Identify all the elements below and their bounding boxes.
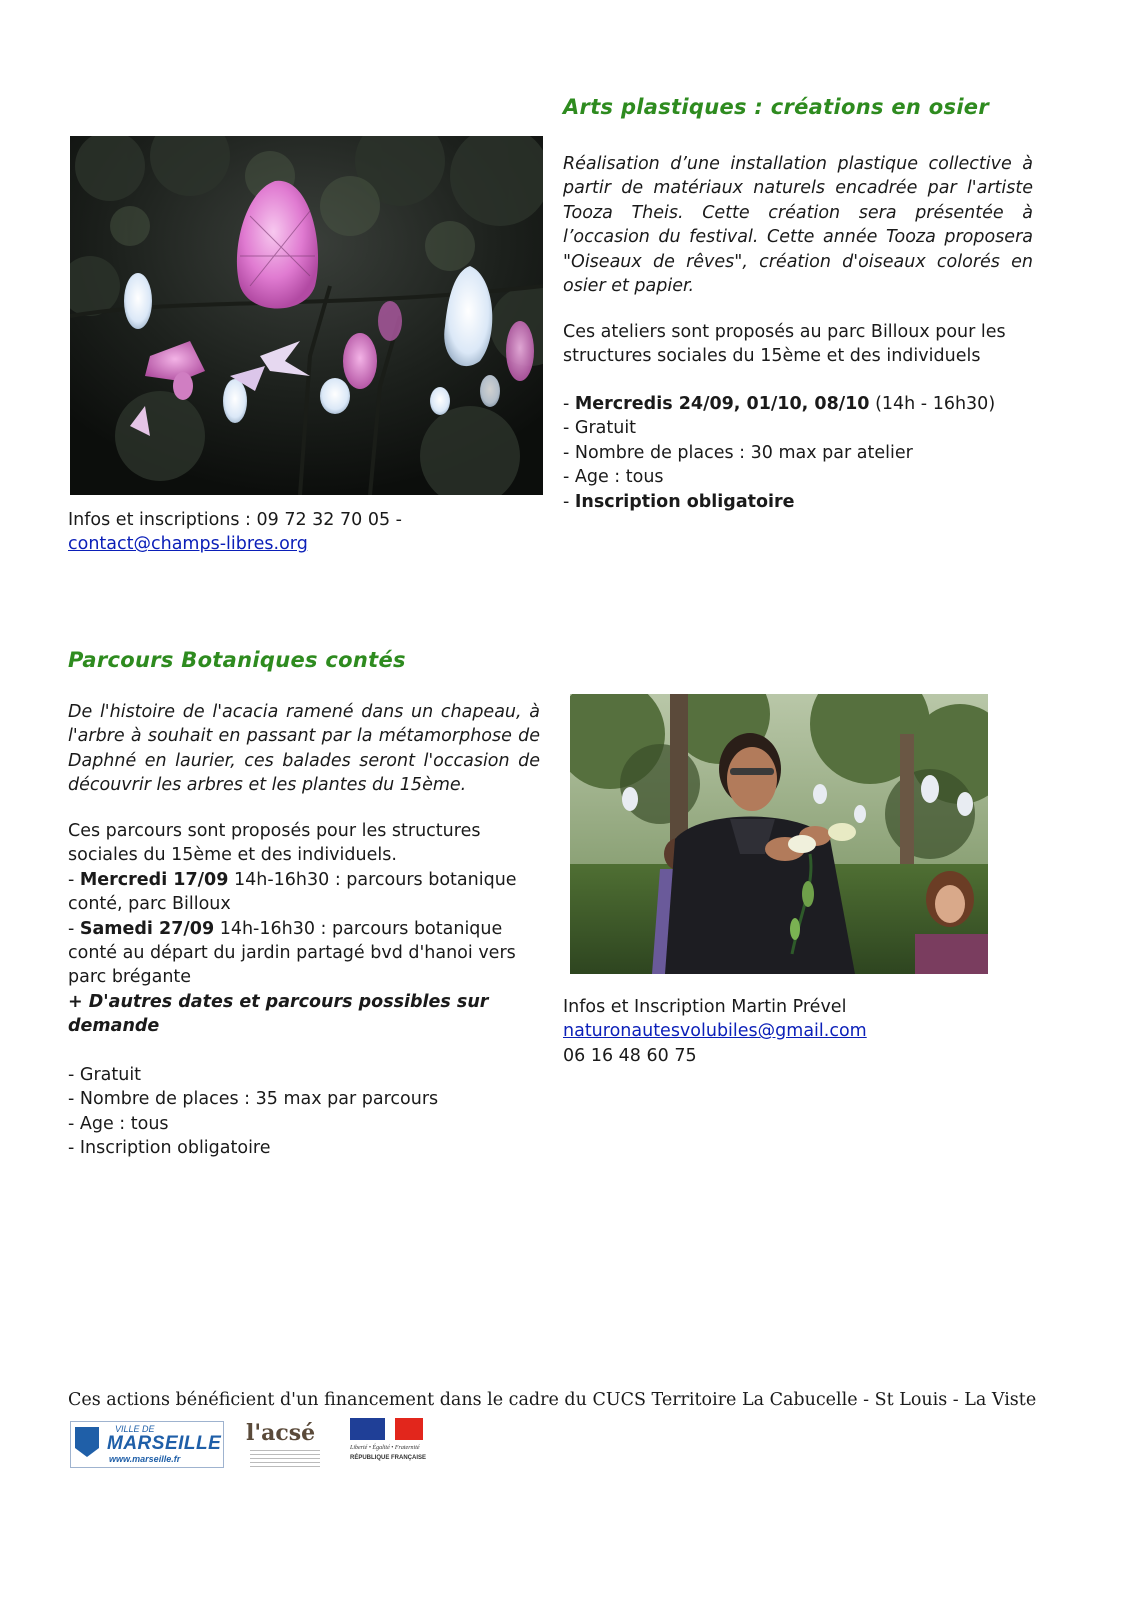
list-item: - Gratuit (563, 418, 637, 439)
section1-dates-time: (14h - 16h30) (869, 394, 996, 414)
ville-de-marseille-logo (70, 1421, 224, 1468)
section2-date1-cont: conté, parc Billoux (68, 894, 231, 915)
section2-intro-line: sociales du 15ème et des individuels. (68, 845, 397, 866)
section2-date2-cont: conté au départ du jardin partagé bvd d'hanoi vers (68, 943, 516, 964)
section2-intro-line: Ces parcours sont proposés pour les structures (68, 821, 481, 841)
section1-description: Réalisation d’une installation plastique collective à partir de matériaux naturels encadrée par l'artiste Tooza Theis. Cette création sera présentée à l’occasion du festival. Cette année Tooza proposera "Oiseaux de rêves", création d'oiseaux colorés en osier et papier. (563, 154, 1033, 297)
rf-flag-red (395, 1418, 423, 1440)
section2-contact-label: Infos et Inscription Martin Prével (563, 997, 847, 1017)
section2-contact-email-link[interactable]: naturonautesvolubiles@gmail.com (563, 1021, 867, 1042)
list-item: - Nombre de places : 30 max par atelier (563, 442, 913, 463)
list-item: - Age : tous (563, 467, 664, 488)
section1-dates-line: - Mercredis 24/09, 01/10, 08/10 (14h - 16h30) (563, 394, 996, 414)
section2-date2-cont: parc brégante (68, 967, 192, 988)
acse-logo-text: l'acsé (246, 1420, 316, 1446)
section1-contact-label: Infos et inscriptions : 09 72 32 70 05 - (68, 510, 402, 530)
list-item: - Gratuit (68, 1065, 142, 1086)
section2-extra: + D'autres dates et parcours possibles sur (68, 991, 489, 1012)
section2-contact (563, 995, 1003, 1068)
list-item: - Age : tous (68, 1113, 169, 1134)
section2-extra: demande (68, 1016, 160, 1037)
rf-flag-white (385, 1418, 395, 1440)
botanical-guide-photo (570, 694, 988, 974)
rf-name: RÉPUBLIQUE FRANÇAISE (350, 1455, 427, 1461)
section2-date1: - Mercredi 17/09 14h-16h30 : parcours botanique (68, 869, 517, 890)
section1-details (563, 392, 1063, 514)
section1-heading: Arts plastiques : créations en osier (563, 95, 990, 119)
rf-flag-blue (350, 1418, 385, 1440)
marseille-logo-small-text: VILLE DE (115, 1424, 155, 1434)
marseille-emblem-icon (75, 1427, 99, 1457)
section2-description: De l'histoire de l'acacia ramené dans un chapeau, à l'arbre à souhait en passant par la métamorphose de Daphné en laurier, ces balades seront l'occasion de découvrir les arbres et les plantes du 15ème. (68, 702, 540, 796)
lantern-installation-photo (70, 136, 543, 495)
section2-contact-phone: 06 16 48 60 75 (563, 1045, 697, 1066)
acse-logo (246, 1420, 328, 1472)
funding-statement: Ces actions bénéficient d'un financement dans le cadre du CUCS Territoire La Cabucelle - St Louis - La Viste (68, 1390, 1037, 1410)
section1-intro: Ces ateliers sont proposés au parc Billoux pour les structures sociales du 15ème et des individuels (563, 322, 1006, 367)
acse-logo-fineprint (250, 1450, 320, 1468)
section2-heading: Parcours Botaniques contés (68, 648, 406, 672)
section1-contact (68, 508, 548, 557)
section1-dates-label: Mercredis 24/09, 01/10, 08/10 (574, 394, 870, 414)
republique-francaise-logo (350, 1418, 430, 1472)
rf-motto: Liberté • Égalité • Fraternité (350, 1445, 420, 1451)
list-item: - Nombre de places : 35 max par parcours (68, 1089, 439, 1110)
section1-contact-email-link[interactable]: contact@champs-libres.org (68, 534, 308, 555)
spacer (68, 1039, 558, 1063)
section2-details (68, 819, 558, 1161)
list-item: - Inscription obligatoire (68, 1138, 271, 1159)
section2-date2: - Samedi 27/09 14h-16h30 : parcours botanique (68, 918, 503, 939)
marseille-logo-url: www.marseille.fr (109, 1454, 181, 1464)
section1-inscription: - Inscription obligatoire (563, 491, 795, 512)
marseille-logo-big-text: MARSEILLE (107, 1433, 222, 1454)
